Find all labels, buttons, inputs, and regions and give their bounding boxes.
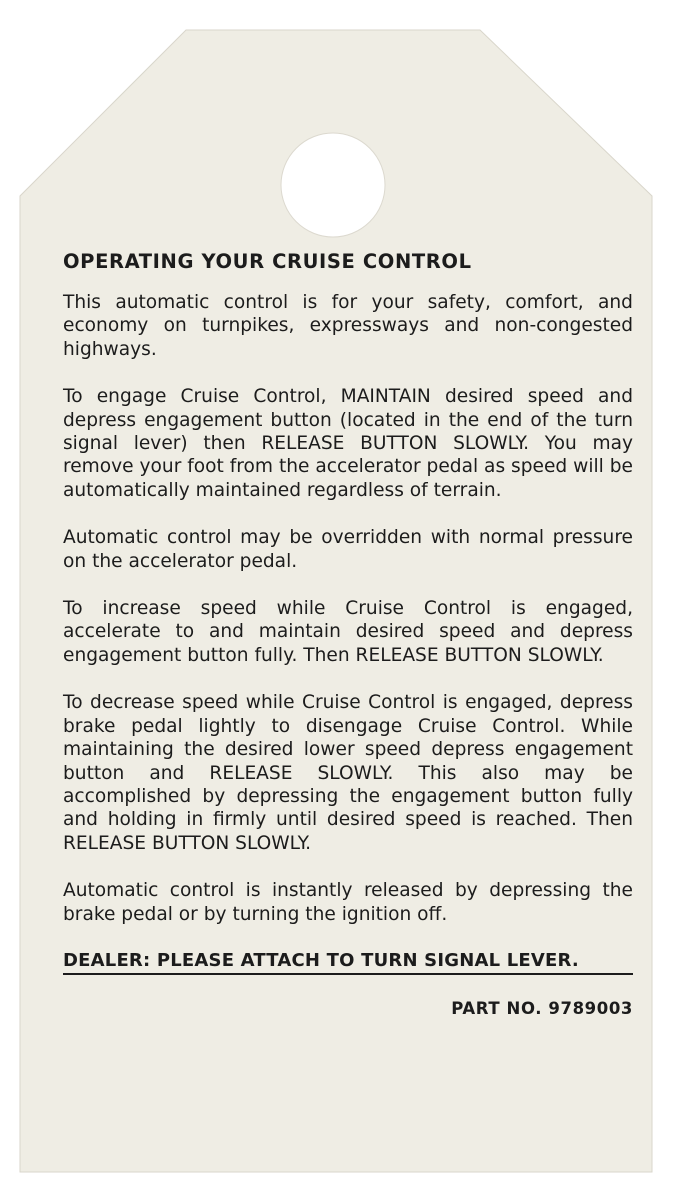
part-number: PART NO. 9789003 [451,998,633,1018]
underline-rule [63,973,633,975]
paragraph-engage: To engage Cruise Control, MAINTAIN desired speed and depress engagement button (located in the end of the turn signal lever) then RELEASE BUTTON SLOWLY. You may remove your foot from the accelerator pedal as speed will be automatically maintained regardless of terrain. [63,386,633,501]
paragraph-release: Automatic control is instantly released by depressing the brake pedal or by turning the ignition off. [63,880,633,925]
paragraph-decrease-speed: To decrease speed while Cruise Control is engaged, depress brake pedal lightly to disengage Cruise Control. While maintaining the desired lower speed depress engagement button and RELEASE SLOWLY. This also may be accomplished by depressing the engagement button fully and holding in firmly until desired speed is reached. Then RELEASE BUTTON SLOWLY. [63,692,633,854]
tag-heading: OPERATING YOUR CRUISE CONTROL [63,250,472,273]
paragraph-increase-speed: To increase speed while Cruise Control is engaged, accelerate to and maintain desired speed and depress engagement button fully. Then RELEASE BUTTON SLOWLY. [63,598,633,666]
tag-text [63,250,633,1018]
string-hole [281,133,385,237]
paragraph-intro: This automatic control is for your safety, comfort, and economy on turnpikes, expressways and non-congested highways. [63,292,633,360]
paragraph-override: Automatic control may be overridden with normal pressure on the accelerator pedal. [63,527,633,572]
dealer-instruction: DEALER: PLEASE ATTACH TO TURN SIGNAL LEVER. [63,949,579,971]
